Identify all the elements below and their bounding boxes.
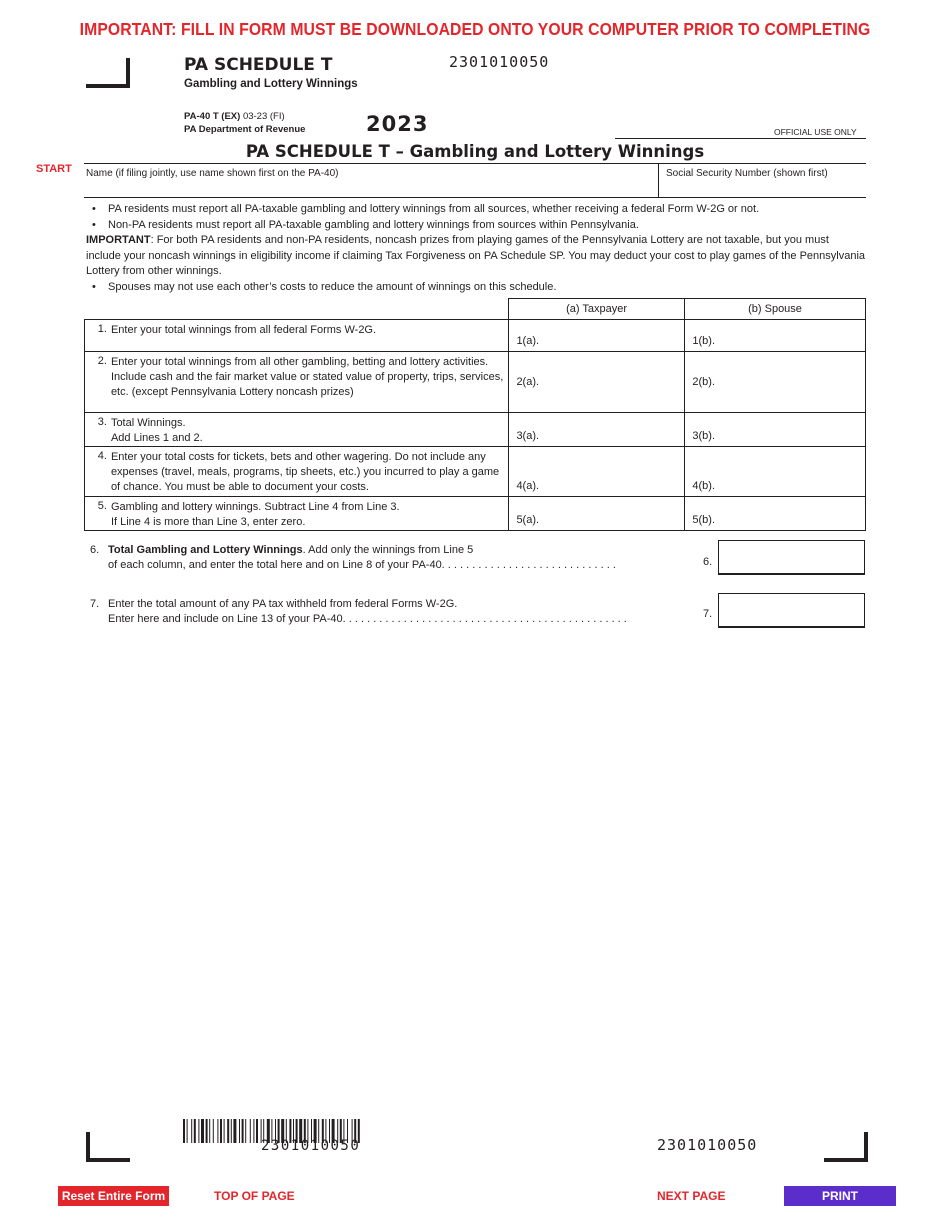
line-number: 2. (85, 352, 109, 413)
table-row (85, 497, 866, 531)
line-ref-b: 2(b). (685, 352, 717, 413)
line-number: 6. (90, 544, 100, 556)
next-page-link[interactable]: NEXT PAGE (657, 1189, 726, 1203)
line-ref-a: 4(a). (509, 447, 541, 497)
line-description: Total Winnings. Add Lines 1 and 2. (109, 413, 509, 447)
line-number: 7. (90, 598, 100, 610)
document-code-top: 2301010050 (449, 53, 550, 71)
line5-spouse-input[interactable] (717, 497, 865, 531)
line-number: 1. (85, 320, 109, 352)
line6-text: 6. Total Gambling and Lottery Winnings. Add only the winnings from Line 5 of each column, and enter the total here and on Line 8 of your PA-40. . . . . . . . . . . . . . . . . . . . . . . . . . . . . (90, 544, 616, 571)
instruction-bullet: • Non-PA residents must report all PA-taxable gambling and lottery winnings from sources within Pennsylvania. (86, 218, 866, 234)
official-use-line (615, 138, 866, 139)
name-ssn-row (84, 163, 866, 198)
line-ref-a: 1(a). (509, 320, 541, 352)
schedule-subtitle: Gambling and Lottery Winnings (184, 78, 358, 90)
download-warning-banner: IMPORTANT: FILL IN FORM MUST BE DOWNLOADED ONTO YOUR COMPUTER PRIOR TO COMPLETING (79, 19, 871, 39)
department-name: PA Department of Revenue (184, 124, 306, 135)
registration-mark-bottom-left (86, 1132, 130, 1162)
winnings-table (84, 298, 866, 531)
table-row (85, 320, 866, 352)
top-of-page-link[interactable]: TOP OF PAGE (214, 1189, 295, 1203)
form-id: PA-40 T (EX) 03-23 (FI) (184, 111, 285, 122)
start-marker: START (36, 163, 72, 175)
line-ref-a: 3(a). (509, 413, 541, 447)
line4-taxpayer-input[interactable] (541, 447, 684, 497)
print-button[interactable]: PRINT (784, 1186, 896, 1206)
line-ref-b: 4(b). (685, 447, 717, 497)
header-spacer (85, 299, 509, 320)
line-ref-b: 1(b). (685, 320, 717, 352)
line-description: Enter your total winnings from all federal Forms W-2G. (109, 320, 509, 352)
official-use-label: OFFICIAL USE ONLY (774, 127, 857, 137)
registration-mark-top-left (86, 58, 130, 88)
line-number: 5. (85, 497, 109, 531)
line-description: Enter your total winnings from all other gambling, betting and lottery activities. Include cash and the fair market value or stated value of property, trips, services, etc. (except Pennsylvania Lottery noncash prizes) (109, 352, 509, 413)
barcode-number: 2301010050 (261, 1138, 361, 1154)
instruction-bullet: • Spouses may not use each other’s costs to reduce the amount of winnings on this schedule. (86, 280, 866, 296)
schedule-title: PA SCHEDULE T (184, 55, 333, 75)
line2-taxpayer-input[interactable] (541, 352, 684, 413)
line4-spouse-input[interactable] (717, 447, 865, 497)
line-number: 3. (85, 413, 109, 447)
name-field-label: Name (if filing jointly, use name shown first on the PA-40) (86, 168, 339, 179)
column-header-spouse: (b) Spouse (685, 299, 866, 320)
line3-taxpayer-input[interactable] (541, 413, 684, 447)
line2-spouse-input[interactable] (717, 352, 865, 413)
important-note: IMPORTANT: For both PA residents and non-PA residents, noncash prizes from playing games of the Pennsylvania Lottery are not taxable, but you must include your noncash winnings in eligibility income if claiming Tax Forgiveness on PA Schedule SP. You may deduct your cost to play games of the Pennsylvania Lottery from other winnings. (86, 234, 866, 277)
line1-taxpayer-input[interactable] (541, 320, 684, 352)
line-number: 4. (85, 447, 109, 497)
line-ref-b: 3(b). (685, 413, 717, 447)
line3-spouse-input[interactable] (717, 413, 865, 447)
line6-ref: 6. (703, 556, 713, 568)
document-code-bottom: 2301010050 (657, 1136, 758, 1154)
tax-year: 2023 (366, 112, 429, 136)
column-header-taxpayer: (a) Taxpayer (509, 299, 685, 320)
table-row (85, 413, 866, 447)
line5-taxpayer-input[interactable] (541, 497, 684, 531)
line-ref-b: 5(b). (685, 497, 717, 531)
ssn-field-label: Social Security Number (shown first) (666, 168, 828, 179)
instructions (86, 202, 866, 295)
line6-total-input[interactable] (718, 540, 865, 575)
line7-tax-withheld-input[interactable] (718, 593, 865, 628)
line1-spouse-input[interactable] (717, 320, 865, 352)
instruction-bullet: • PA residents must report all PA-taxable gambling and lottery winnings from all sources, whether receiving a federal Form W-2G or not. (86, 202, 866, 218)
field-divider (658, 164, 659, 197)
table-row (85, 352, 866, 413)
line-description: Gambling and lottery winnings. Subtract Line 4 from Line 3. If Line 4 is more than Line 3, enter zero. (109, 497, 509, 531)
line7-ref: 7. (703, 608, 713, 620)
registration-mark-bottom-right (824, 1132, 868, 1162)
line-ref-a: 5(a). (509, 497, 541, 531)
line7-text: 7. Enter the total amount of any PA tax withheld from federal Forms W-2G. Enter here and include on Line 13 of your PA-40. . . . . . . . . . . . . . . . . . . . . . . . . . . . . . . . . . . . . . . . . . . . . . . (90, 598, 627, 625)
reset-form-button[interactable]: Reset Entire Form (58, 1186, 169, 1206)
line-ref-a: 2(a). (509, 352, 541, 413)
table-row (85, 447, 866, 497)
page-title: PA SCHEDULE T – Gambling and Lottery Winnings (245, 142, 705, 161)
line-description: Enter your total costs for tickets, bets and other wagering. Do not include any expenses (travel, meals, programs, tip sheets, etc.) you incurred to play a game of chance. You must be able to document your costs. (109, 447, 509, 497)
